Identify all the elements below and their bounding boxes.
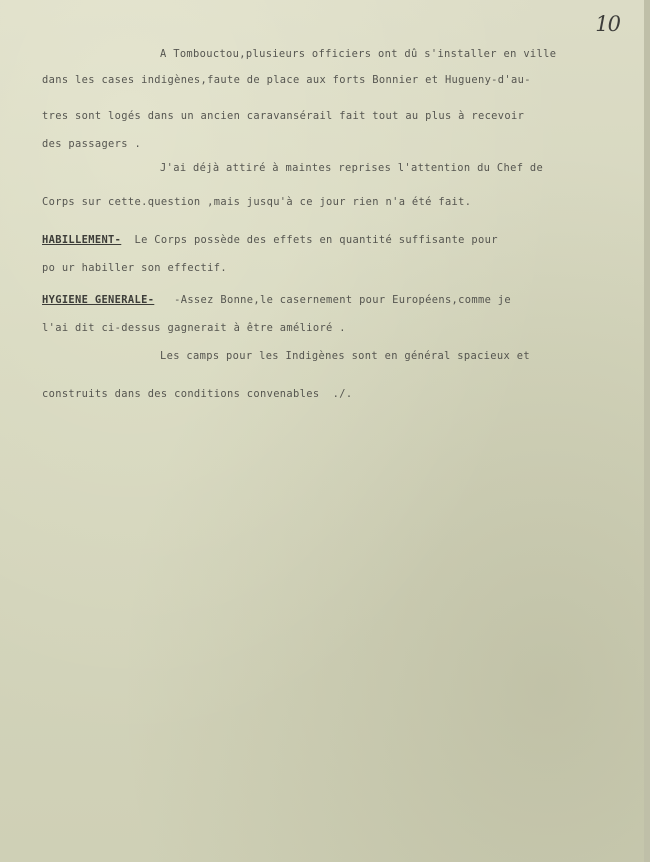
page-number: 10 [595,12,620,36]
text-line: A Tombouctou,plusieurs officiers ont dû s'installer en ville [160,48,557,60]
text-line: tres sont logés dans un ancien caravansérail fait tout au plus à recevoir [42,110,525,122]
text-line: construits dans des conditions convenables ./. [42,388,353,400]
section-heading-hygiene: HYGIENE GENERALE- [42,294,155,306]
habillement-paragraph [42,234,498,246]
text-line: po ur habiller son effectif. [42,262,227,274]
text-line: -Assez Bonne,le casernement pour Européens,comme je [154,294,512,306]
text-line: Corps sur cette.question ,mais jusqu'à ce jour rien n'a été fait. [42,196,472,208]
text-line: J'ai déjà attiré à maintes reprises l'attention du Chef de [160,162,544,174]
text-line: l'ai dit ci-dessus gagnerait à être amélioré . [42,322,346,334]
hygiene-paragraph [42,294,511,306]
text-line: Le Corps possède des effets en quantité suffisante pour [121,234,498,246]
text-line: Les camps pour les Indigènes sont en général spacieux et [160,350,530,362]
text-line: des passagers . [42,138,142,150]
section-heading-habillement: HABILLEMENT- [42,234,122,246]
text-line: dans les cases indigènes,faute de place aux forts Bonnier et Hugueny-d'au- [42,74,531,86]
